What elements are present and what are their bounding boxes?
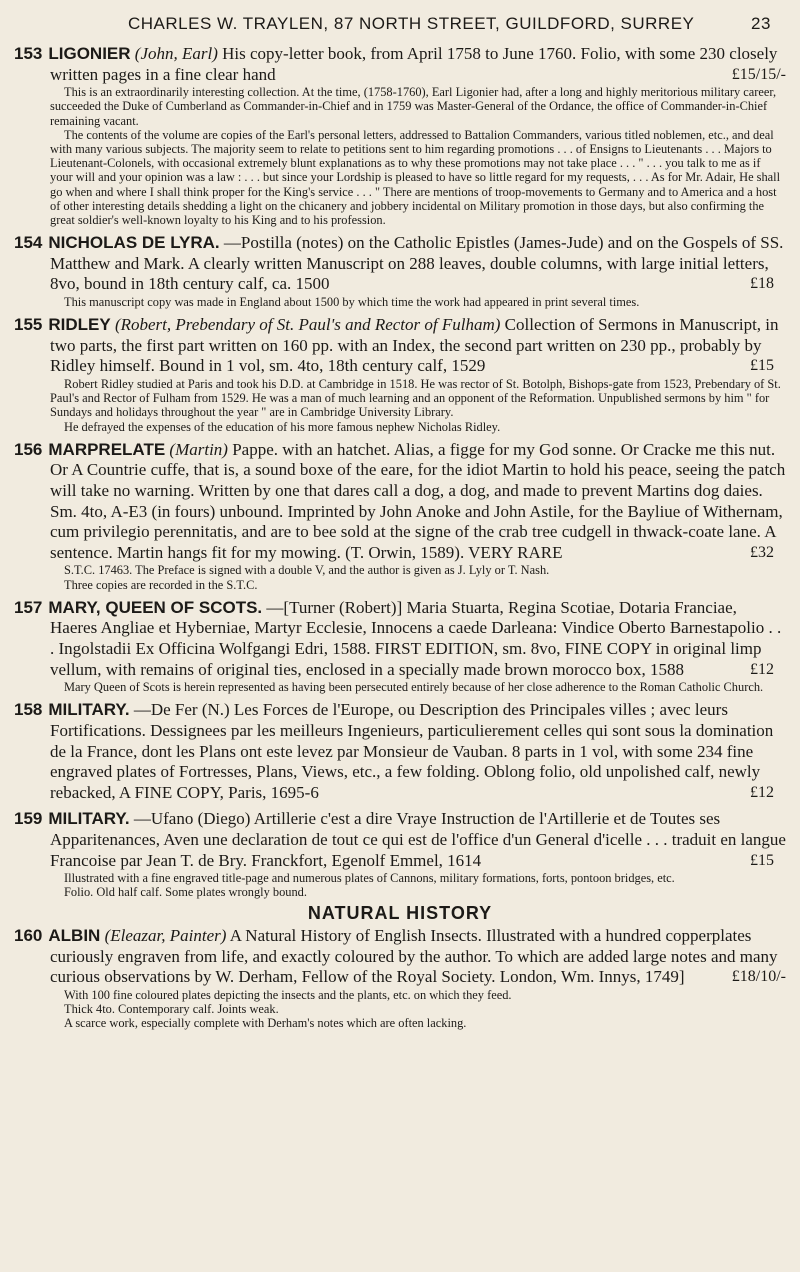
- entry-number: 154: [14, 233, 43, 253]
- entry-main-text: 155 RIDLEY (Robert, Prebendary of St. Paul's and Rector of Fulham) Collection of Sermons in Manuscript, in two parts, the first part written on 160 pp. with an Index, the second part written on 230 pp., probably by Ridley himself. Bound in 1 vol, sm. 4to, 18th century calf, 1529 £15: [14, 315, 779, 376]
- entry-note: This is an extraordinarily interesting collection. At the time, (1758-1760), Earl Ligonier had, after a long and highly meritorious military career, succeeded the Duke of Cumberland as Commander-in-Chief and in 1759 was Master-General of the Ordance, the office of Commander-in-Chief remaining vacant.: [50, 85, 777, 128]
- entry-number: 155: [14, 315, 43, 335]
- entry-author: LIGONIER: [48, 44, 131, 63]
- entry-author: ALBIN: [48, 926, 101, 945]
- entry-note: Folio. Old half calf. Some plates wrongly bound.: [64, 885, 307, 900]
- entry-author-detail: (Eleazar, Painter): [104, 926, 227, 945]
- entry-note: Illustrated with a fine engraved title-page and numerous plates of Cannons, military formations, forts, pontoon bridges, etc.: [64, 871, 675, 886]
- catalogue-entry: [14, 233, 786, 309]
- entry-author: NICHOLAS DE LYRA.: [48, 233, 220, 253]
- entry-number: 153: [14, 44, 43, 63]
- page-header: [0, 6, 800, 42]
- entry-author: MARY, QUEEN OF SCOTS.: [48, 597, 263, 617]
- entry-main-text: 157 MARY, QUEEN OF SCOTS. —[Turner (Robert)] Maria Stuarta, Regina Scotiae, Dotaria Franciae, Haeres Angliae et Hyberniae, Martyr Ecclesie, Innocens a caede Darleana: Vindice Oberto Barnestapolio . . . Ingolstadii Ex Officina Wolfgangi Edri, 1588. FIRST EDITION, sm. 8vo, FINE COPY in original limp vellum, with remains of original ties, enclosed in a specially made brown morocco box, 1588 £12: [14, 597, 782, 679]
- entry-author: RIDLEY: [48, 315, 111, 335]
- entry-author-detail: (John, Earl): [134, 44, 218, 63]
- entry-note: Thick 4to. Contemporary calf. Joints weak.: [64, 1001, 279, 1016]
- entry-main-text: [14, 926, 786, 988]
- entry-number: 157: [14, 597, 43, 617]
- entry-title: —Ufano (Diego) Artillerie c'est a dire Vraye Instruction de l'Artillerie et de Toutes ses Apparitenances, Aven une declaration de tout ce qui est de l'office d'un General d'icelle . . . traduit en langue Francoise par Jean T. de Bry. Franckfort, Egenolf Emmel, 1614: [50, 809, 786, 870]
- entry-main-text: [14, 44, 786, 85]
- catalogue-entry: [14, 598, 786, 695]
- entry-main-text: 154 NICHOLAS DE LYRA. —Postilla (notes) on the Catholic Epistles (James-Jude) and on the Gospels of SS. Matthew and Mark. A clearly written Manuscript on 288 leaves, double columns, with large initial letters, 8vo, bound in 18th century calf, ca. 1500 £18: [14, 233, 784, 294]
- entries-list: [14, 44, 786, 900]
- entry-price: £18/10/-: [731, 968, 786, 986]
- entry-number: 159: [14, 809, 43, 829]
- entry-author: MILITARY.: [48, 809, 130, 829]
- entry-note: Three copies are recorded in the S.T.C.: [64, 577, 258, 592]
- catalogue-entry: [14, 44, 786, 227]
- entry-main-text: 158 MILITARY. —De Fer (N.) Les Forces de l'Europe, ou Description des Principales villes ; avec leurs Fortifications. Dessignees par les meilleurs Ingenieurs, particulierement celles qui sont sous la domination de la France, dont les Plans ont este levez par Monsieur de Vauban. 8 parts in 1 vol, with some 234 fine engraved plates of Fortresses, Plans, Views, etc., a few folding. Oblong folio, old unpolished calf, newly rebacked, A FINE COPY, Paris, 1695-6 £12: [14, 700, 774, 802]
- entry-note: Robert Ridley studied at Paris and took his D.D. at Cambridge in 1518. He was rector of St. Botolph, Bishops-gate from 1523, Prebendary of St. Paul's and Rector of Fulham from 1529. He was a man of much learning and an opponent of the Reformation. Unpublished sermons by him " for Sundays and holidays throughout the year " are in Cambridge University Library.: [50, 376, 781, 420]
- entry-title: —De Fer (N.) Les Forces de l'Europe, ou Description des Principales villes ; avec leurs Fortifications. Dessignees par les meilleurs Ingenieurs, particulierement celles qui sont sous la domination de la France, dont les Plans ont este levez par Monsieur de Vauban. 8 parts in 1 vol, with some 234 fine engraved plates of Fortresses, Plans, Views, etc., a few folding. Oblong folio, old unpolished calf, newly rebacked, A FINE COPY, Paris, 1695-6: [50, 700, 774, 802]
- entry-title: His copy-letter book, from April 1758 to June 1760. Folio, with some 230 closely written pages in a fine clear hand: [50, 44, 778, 84]
- entry-title: Pappe. with an hatchet. Alias, a figge for my God sonne. Or Cracke me this nut. Or A Countrie cuffe, that is, a sound boxe of the eare, for the idiot Martin to hold his peace, seeing the patch will take no warning. Written by one that dares call a dog, a dog, and made to prevent Martins dog daies. Sm. 4to, A-E3 (in fours) unbound. Imprinted by John Anoke and John Astile, for the Bayliue of Withernam, cum privilegio perennitatis, and are to bee sold at the signe of the crab tree cudgell in thwack-coate lane. A sentence. Martin hangs fit for my mowing. (T. Orwin, 1589). VERY RARE: [50, 439, 786, 562]
- catalogue-entry: [14, 700, 786, 803]
- entry-note: The contents of the volume are copies of the Earl's personal letters, addressed to Battalion Commanders, various titled noblemen, etc., and deal with many various subjects. The majority seem to relate to petitions sent to him regarding promotions . . . of Ensigns to Lieutenants . . . Majors to Lieutenant-Colonels, with occasional extremely blunt explanations as to why these promotions may not take place . . . " . . . you talk to me as if your will and your opinion was a law : . . . but since your Lordship is pleased to have so little regard for my requests, . . . As for Mr. Adair, He shall go when and where I shall think proper for the King's service . . . " There are mentions of troop-movements to Germany and to America and a host of other interesting details shedding a light on the chicanery and jobbery incidental on Military promotion in those days, but also confirming the great soldier's well-known loyalty to his King and to his profession.: [50, 127, 781, 228]
- dealer-address: CHARLES W. TRAYLEN, 87 NORTH STREET, GUILDFORD, SURREY: [128, 14, 695, 33]
- entry-note: Mary Queen of Scots is herein represented as having been persecuted entirely because of her close adherence to the Roman Catholic Church.: [64, 680, 764, 695]
- catalogue-entry: [14, 926, 786, 1030]
- entry-note: S.T.C. 17463. The Preface is signed with a double V, and the author is given as J. Lyly or T. Nash.: [64, 563, 550, 578]
- entry-main-text: 156 MARPRELATE (Martin) Pappe. with an hatchet. Alias, a figge for my God sonne. Or Cracke me this nut. Or A Countrie cuffe, that is, a sound boxe of the eare, for the idiot Martin to hold his peace, seeing the patch will take no warning. Written by one that dares call a dog, a dog, and made to prevent Martins dog daies. Sm. 4to, A-E3 (in fours) unbound. Imprinted by John Anoke and John Astile, for the Bayliue of Withernam, cum privilegio perennitatis, and are to bee sold at the signe of the crab tree cudgell in thwack-coate lane. A sentence. Martin hangs fit for my mowing. (T. Orwin, 1589). VERY RARE £32: [14, 439, 786, 562]
- entry-note: He defrayed the expenses of the education of his more famous nephew Nicholas Ridley.: [64, 419, 501, 434]
- entry-title: A Natural History of English Insects. Illustrated with a hundred copperplates curiously engraven from life, and exactly coloured by the author. To which are added large notes and many curious observations by W. Derham, Fellow of the Royal Society. London, Wm. Innys, 1749]: [50, 926, 778, 987]
- catalogue-body: [14, 44, 786, 1036]
- catalogue-entry: [14, 315, 786, 434]
- entry-note: This manuscript copy was made in England about 1500 by which time the work had appeared in print several times.: [64, 295, 640, 309]
- entry-number: 158: [14, 700, 43, 720]
- entry-number: 160: [14, 926, 43, 945]
- entry-main-text: 159 MILITARY. —Ufano (Diego) Artillerie c'est a dire Vraye Instruction de l'Artillerie et de Toutes ses Apparitenances, Aven une declaration de tout ce qui est de l'office d'un General d'icelle . . . traduit en langue Francoise par Jean T. de Bry. Franckfort, Egenolf Emmel, 1614 £15: [14, 809, 786, 870]
- entry-title: —[Turner (Robert)] Maria Stuarta, Regina Scotiae, Dotaria Franciae, Haeres Angliae et Hyberniae, Martyr Ecclesie, Innocens a caede Darleana: Vindice Oberto Barnestapolio . . . Ingolstadii Ex Officina Wolfgangi Edri, 1588. FIRST EDITION, sm. 8vo, FINE COPY in original limp vellum, with remains of original ties, enclosed in a specially made brown morocco box, 1588: [50, 597, 782, 679]
- entry-author: MARPRELATE: [48, 439, 166, 459]
- entry-note: A scarce work, especially complete with Derham's notes which are often lacking.: [64, 1016, 467, 1031]
- section-title: NATURAL HISTORY: [307, 902, 493, 923]
- entry-author-detail: (Martin): [169, 439, 228, 459]
- entry-price: £15/15/-: [731, 65, 786, 83]
- entry-author: MILITARY.: [48, 700, 130, 720]
- entry-title: Collection of Sermons in Manuscript, in two parts, the first part written on 160 pp. with an Index, the second part written on 230 pp., probably by Ridley himself. Bound in 1 vol, sm. 4to, 18th century calf, 1529: [50, 315, 779, 376]
- natural-history-entries: [14, 926, 786, 1030]
- entry-number: 156: [14, 439, 43, 459]
- entry-note: With 100 fine coloured plates depicting the insects and the plants, etc. on which they feed.: [64, 987, 512, 1002]
- entry-author-detail: (Robert, Prebendary of St. Paul's and Rector of Fulham): [114, 315, 501, 335]
- entry-title: —Postilla (notes) on the Catholic Epistles (James-Jude) and on the Gospels of SS. Matthew and Mark. A clearly written Manuscript on 288 leaves, double columns, with large initial letters, 8vo, bound in 18th century calf, ca. 1500: [50, 233, 784, 294]
- page-number: 23: [751, 14, 771, 33]
- catalogue-entry: [14, 809, 786, 899]
- catalogue-entry: [14, 440, 786, 592]
